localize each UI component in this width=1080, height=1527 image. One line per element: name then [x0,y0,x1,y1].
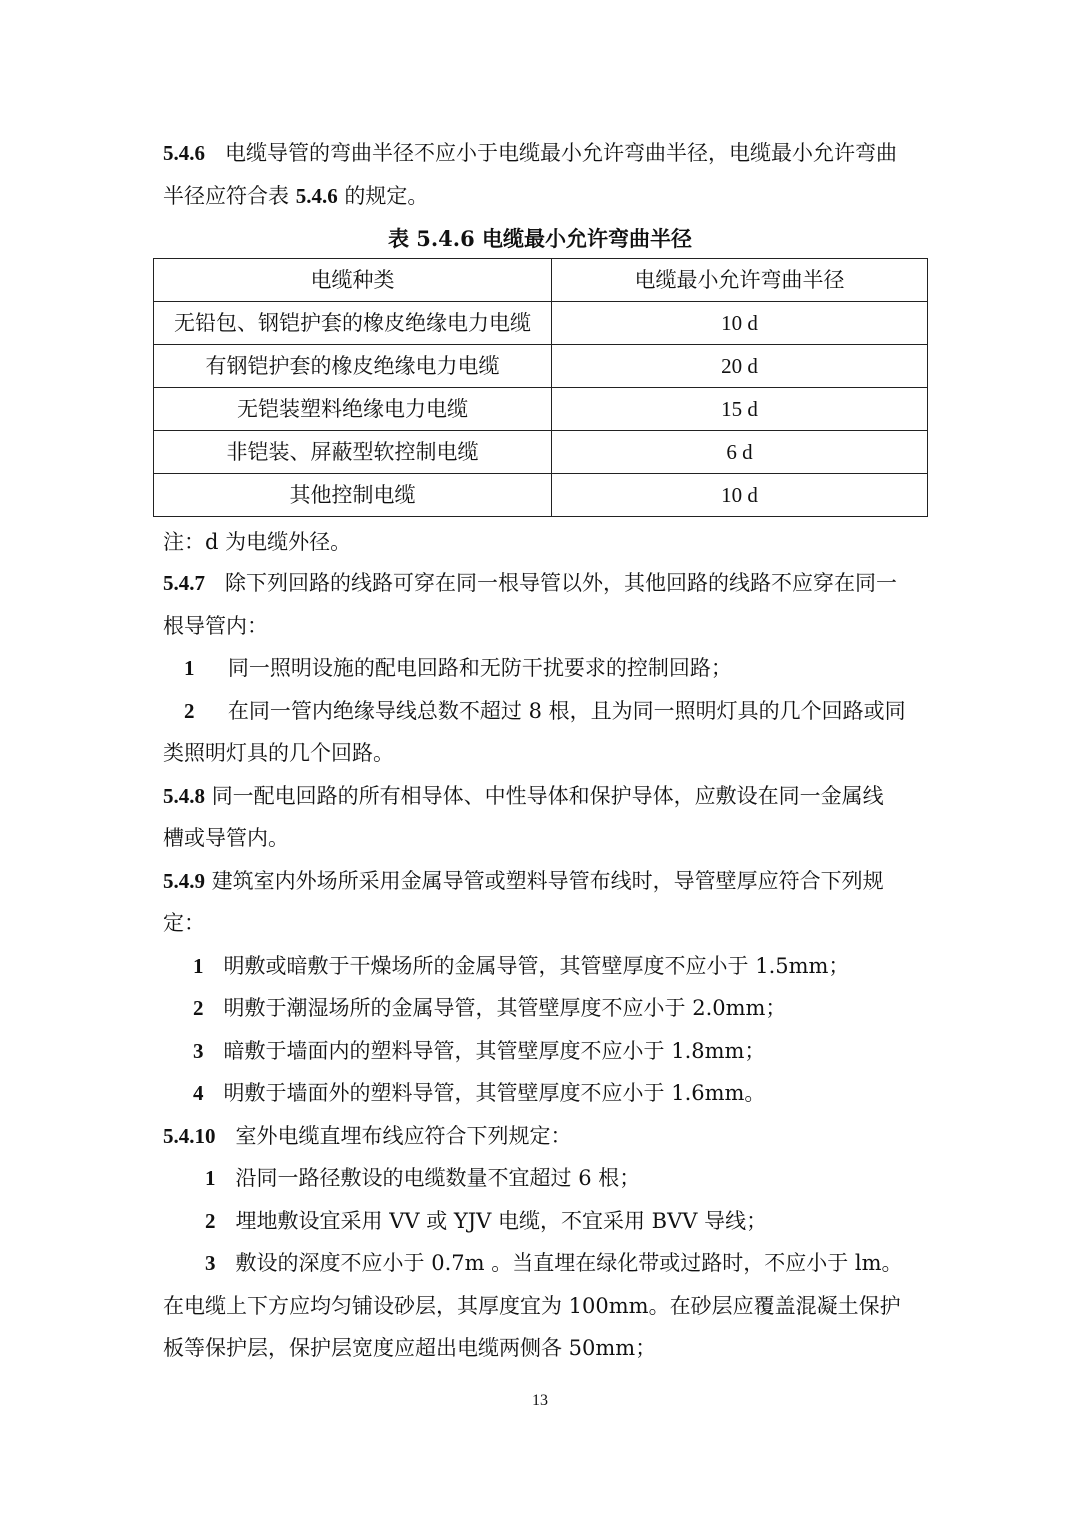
cable-bending-radius-table [153,258,928,517]
item-number: 4 [193,1081,204,1105]
item-text: 明敷于墙面外的塑料导管，其管壁厚度不应小于 1.6mm。 [223,1081,766,1105]
table-header-row [154,259,928,302]
clause-text: 除下列回路的线路可穿在同一根导管以外，其他回路的线路不应穿在同一 [225,571,898,595]
table-title: 表 5.4.6 电缆最小允许弯曲半径 [387,226,693,251]
item-text: 同一照明设施的配电回路和无防干扰要求的控制回路； [227,656,732,680]
list-item-continuation: 在电缆上下方应均匀铺设砂层，其厚度宜为 100mm。在砂层应覆盖混凝土保护 [163,1294,901,1318]
clause-text: 电缆导管的弯曲半径不应小于电缆最小允许弯曲半径，电缆最小允许弯曲 [225,141,898,165]
table-cell-cable-type: 无铠装塑料绝缘电力电缆 [154,388,552,431]
clause-5-4-7-line-1 [163,568,923,598]
clause-number: 5.4.7 [163,571,205,595]
clause-text: 同一配电回路的所有相导体、中性导体和保护导体，应敷设在同一金属线 [211,784,884,808]
table-row [154,302,928,345]
clause-number: 5.4.10 [163,1124,216,1148]
list-item [205,1248,965,1278]
item-number: 2 [193,996,204,1020]
clause-5-4-6-line-2 [163,181,923,211]
list-item [193,1078,953,1108]
item-number: 2 [205,1209,216,1233]
table-cell-cable-type: 非铠装、屏蔽型软控制电缆 [154,431,552,474]
list-item [193,993,953,1023]
table-row [154,388,928,431]
clause-5-4-7-line-2: 根导管内： [163,614,268,638]
clause-text: 的规定。 [337,184,429,208]
page-number: 13 [532,1392,548,1409]
item-number: 1 [205,1166,216,1190]
table-cell-cable-type: 其他控制电缆 [154,474,552,517]
item-number: 3 [193,1039,204,1063]
table-note: 注：d 为电缆外径。 [163,530,352,554]
table-cell-radius: 10 d [552,474,928,517]
table-row [154,345,928,388]
clause-5-4-10-line-1 [163,1121,923,1151]
item-text: 沿同一路径敷设的电缆数量不宜超过 6 根； [235,1166,641,1190]
table-cell-cable-type: 无铅包、钢铠护套的橡皮绝缘电力电缆 [154,302,552,345]
item-text: 埋地敷设宜采用 VV 或 YJV 电缆，不宜采用 BVV 导线； [235,1209,768,1233]
list-item-continuation: 类照明灯具的几个回路。 [163,741,394,765]
clause-text: 半径应符合表 [163,184,296,208]
item-number: 1 [193,954,204,978]
list-item-continuation: 板等保护层，保护层宽度应超出电缆两侧各 50mm； [163,1336,657,1360]
clause-5-4-9-line-1 [163,866,923,896]
table-header-cell: 电缆种类 [154,259,552,302]
table-reference: 5.4.6 [295,184,338,208]
clause-5-4-8-line-1 [163,781,923,811]
table-cell-radius: 10 d [552,302,928,345]
item-text: 明敷或暗敷于干燥场所的金属导管，其管壁厚度不应小于 1.5mm； [223,954,850,978]
item-text: 敷设的深度不应小于 0.7m 。当直埋在绿化带或过路时，不应小于 lm。 [235,1251,903,1275]
item-number: 1 [184,656,195,680]
list-item [184,696,944,726]
item-text: 暗敷于墙面内的塑料导管，其管壁厚度不应小于 1.8mm； [223,1039,766,1063]
list-item [205,1163,965,1193]
table-row [154,474,928,517]
clause-5-4-9-line-2: 定： [163,911,205,935]
list-item [205,1206,965,1236]
table-cell-cable-type: 有钢铠护套的橡皮绝缘电力电缆 [154,345,552,388]
item-number: 3 [205,1251,216,1275]
clause-5-4-6-line-1 [163,138,923,168]
table-row [154,431,928,474]
clause-number: 5.4.8 [163,784,205,808]
table-cell-radius: 20 d [552,345,928,388]
item-text: 明敷于潮湿场所的金属导管，其管壁厚度不应小于 2.0mm； [223,996,787,1020]
item-text: 在同一管内绝缘导线总数不超过 8 根，且为同一照明灯具的几个回路或同 [227,699,906,723]
clause-text: 建筑室内外场所采用金属导管或塑料导管布线时，导管壁厚应符合下列规 [211,869,884,893]
clause-text: 室外电缆直埋布线应符合下列规定： [235,1124,572,1148]
clause-number: 5.4.6 [163,141,205,165]
list-item [184,653,944,683]
list-item [193,951,953,981]
table-cell-radius: 15 d [552,388,928,431]
table-header-cell: 电缆最小允许弯曲半径 [552,259,928,302]
item-number: 2 [184,699,195,723]
clause-number: 5.4.9 [163,869,205,893]
list-item [193,1036,953,1066]
table-cell-radius: 6 d [552,431,928,474]
clause-5-4-8-line-2: 槽或导管内。 [163,826,289,850]
